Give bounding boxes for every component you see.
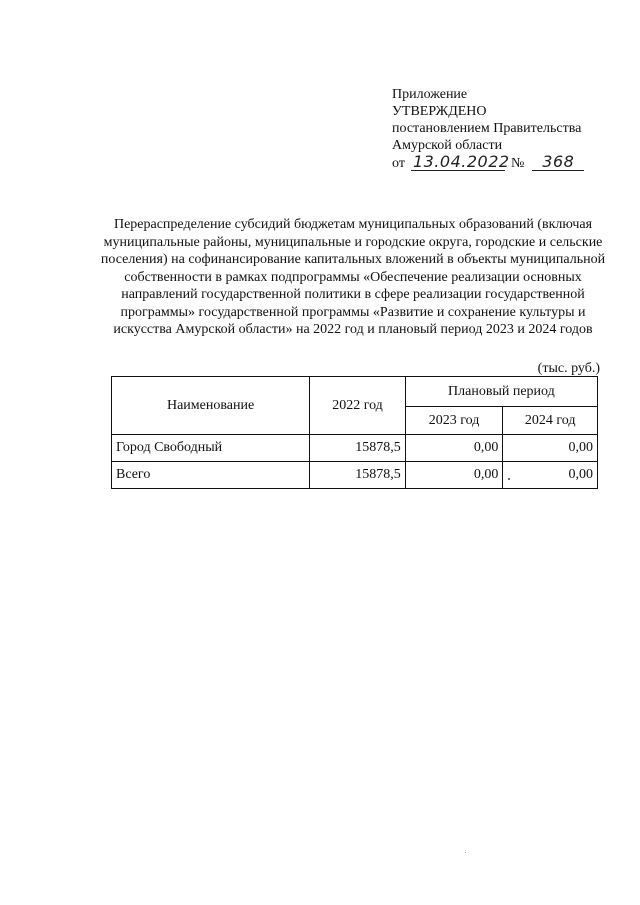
row-2023: 0,00 [405,435,503,462]
document-title: Перераспределение субсидий бюджетам муниципальных образований (включая муниципальные районы, муниципальные и городские округа, городские и сельские поселения) на софинансирование капитальных вложений в объекты муниципальной собственности в рамках подпрограммы «Обеспечение реализации основных направлений государственной политики в сфере реализации государственной программы» государственной программы «Развитие и сохранение культуры и искусства Амурской области» на 2022 год и плановый период 2023 и 2024 годов [100,217,606,337]
appendix-label: Приложение [392,87,468,102]
table-row [112,435,598,462]
handwritten-number: 368 [532,154,584,171]
approved-label: УТВЕРЖДЕНО [392,104,487,119]
row-2023: 0,00 [405,462,503,489]
scan-dot [508,478,510,480]
table-header-row [112,377,598,407]
subsidy-table [111,376,598,489]
scan-speck [465,852,466,853]
header-2024: 2024 год [503,407,598,435]
header-planned-period: Плановый период [405,377,597,407]
handwritten-date: 13.04.2022 [412,152,510,171]
approval-block [392,86,624,172]
row-2022: 15878,5 [310,462,406,489]
resolution-label: постановлением Правительства [392,121,582,136]
number-sign: № [510,156,525,171]
region-label: Амурской области [392,138,503,153]
header-2023: 2023 год [405,407,503,435]
header-2022: 2022 год [310,377,406,435]
header-name: Наименование [112,377,310,435]
row-2024: 0,00 [503,462,598,489]
row-name: Город Свободный [112,435,310,462]
row-name: Всего [112,462,310,489]
date-prefix: от [392,156,405,171]
row-2024: 0,00 [503,435,598,462]
row-2022: 15878,5 [310,435,406,462]
table-row-total [112,462,598,489]
date-number-line [392,154,624,172]
units-label: (тыс. руб.) [537,361,600,376]
